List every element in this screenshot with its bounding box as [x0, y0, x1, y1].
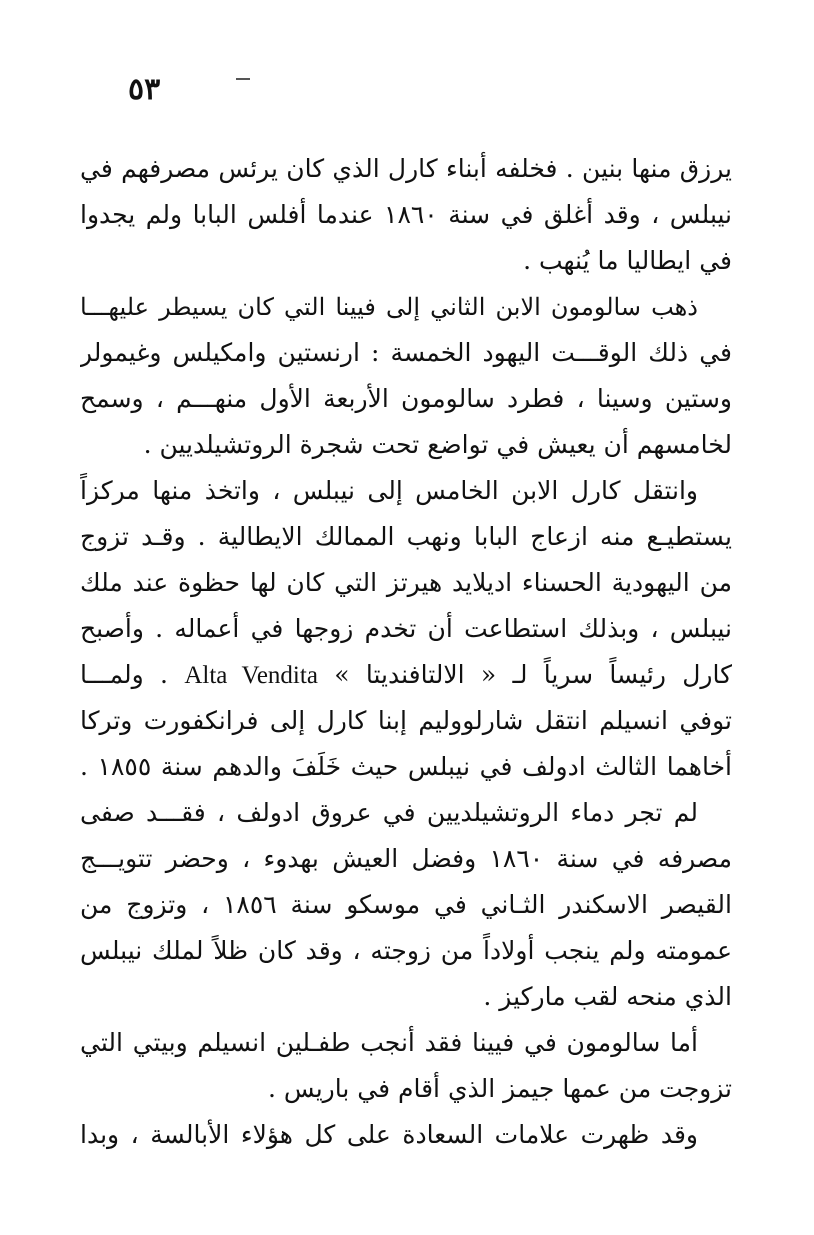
text-segment: كارل رئيساً سرياً لـ « الالتافنديتا »	[317, 660, 732, 689]
text-line: مصرفه في سنة ١٨٦٠ وفضل العيش بهدوء ، وحضر تتويـــج	[80, 844, 732, 873]
text-line: عمومته ولم ينجب أولاداً من زوجته ، وقد كان ظلاً لملك نيبلس	[80, 936, 732, 965]
text-line: أما سالومون في فيينا فقد أنجب طفـلين انسيلم وبيتي التي	[80, 1028, 698, 1057]
text-line: أخاهما الثالث ادولف في نيبلس حيث خَلَفَ والدهم سنة ١٨٥٥ .	[80, 752, 732, 781]
text-line: تزوجت من عمها جيمز الذي أقام في باريس .	[267, 1074, 732, 1103]
text-line: من اليهودية الحسناء اديلايد هيرتز التي كان لها حظوة عند ملك	[80, 568, 732, 597]
page-number: ٥٣	[128, 72, 161, 107]
text-line: في ذلك الوقـــت اليهود الخمسة : ارنستين وامكيلس وغيمولر	[80, 338, 732, 367]
text-line: القيصر الاسكندر الثـاني في موسكو سنة ١٨٥٦ ، وتزوج من	[80, 890, 732, 919]
text-line: يرزق منها بنين . فخلفه أبناء كارل الذي كان يرئس مصرفهم في	[80, 154, 732, 183]
text-line: وستين وسينا ، فطرد سالومون الأربعة الأول منهـــم ، وسمح	[80, 384, 732, 413]
latin-term: Alta Vendita	[184, 662, 318, 689]
text-line: لم تجر دماء الروتشيلديين في عروق ادولف ، فقـــد صفى	[80, 798, 698, 827]
text-line: وقد ظهرت علامات السعادة على كل هؤلاء الأبالسة ، وبدا	[80, 1120, 698, 1149]
text-line: نيبلس ، وبذلك استطاعت أن تخدم زوجها في أعماله . وأصبح	[80, 614, 732, 643]
text-segment: . ولمـــا	[80, 660, 185, 689]
text-line: الذي منحه لقب ماركيز .	[483, 982, 732, 1011]
text-line: توفي انسيلم انتقل شارلووليم إبنا كارل إلى فرانكفورت وتركا	[80, 706, 732, 735]
text-line: نيبلس ، وقد أغلق في سنة ١٨٦٠ عندما أفلس البابا ولم يجدوا	[80, 200, 732, 229]
text-line-mixed	[80, 652, 732, 698]
print-mark	[236, 78, 250, 80]
text-line: لخامسهم أن يعيش في تواضع تحت شجرة الروتشيلديين .	[143, 430, 732, 459]
text-line: في ايطاليا ما يُنهب .	[523, 246, 732, 275]
text-line: وانتقل كارل الابن الخامس إلى نيبلس ، واتخذ منها مركزاً	[80, 476, 698, 505]
page-text	[80, 146, 732, 1158]
text-line: ذهب سالومون الابن الثاني إلى فيينا التي كان يسيطر عليهـــا	[80, 293, 698, 321]
text-line: يستطيـع منه ازعاج البابا ونهب الممالك الايطالية . وقـد تزوج	[80, 522, 732, 551]
